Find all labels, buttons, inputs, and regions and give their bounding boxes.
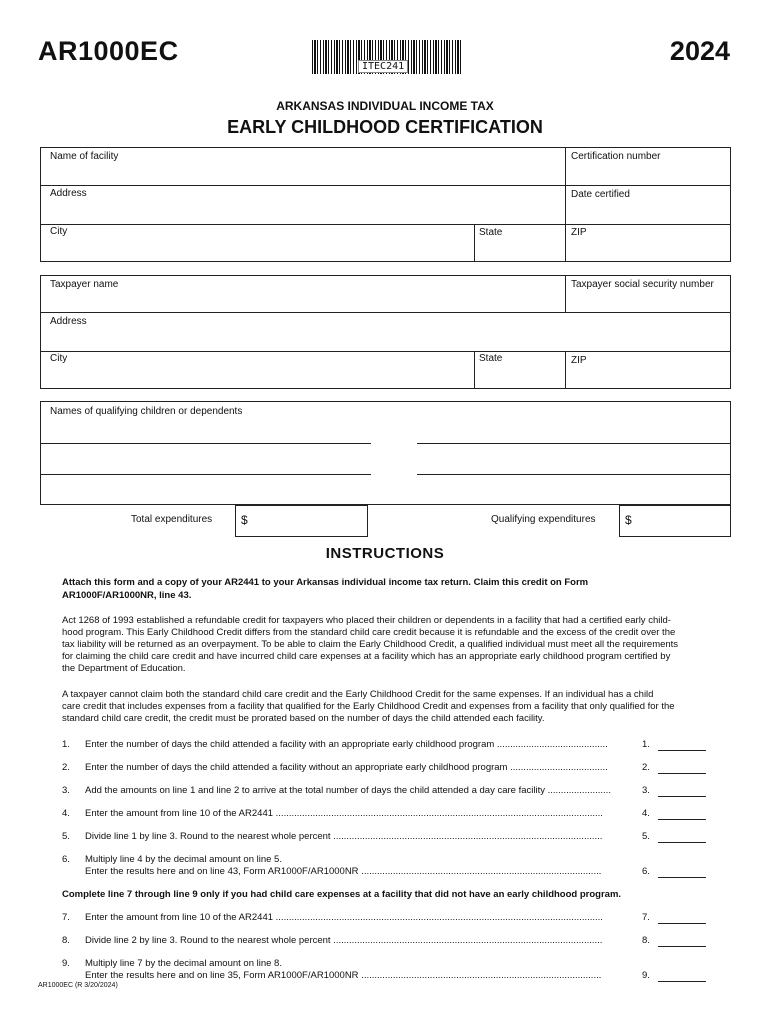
line-6 — [62, 854, 712, 880]
line-9-input[interactable] — [658, 970, 706, 982]
line-1 — [62, 739, 712, 752]
line-ref: 8. — [642, 935, 650, 946]
line-ref: 3. — [642, 785, 650, 796]
line-number: 1. — [62, 739, 70, 750]
dollar-sign: $ — [625, 513, 632, 527]
act-paragraph-line: Act 1268 of 1993 established a refundable credit for taxpayers who placed their children or dependents in a facility that had a certified early child- — [62, 615, 671, 626]
line-number: 5. — [62, 831, 70, 842]
line-7 — [62, 912, 712, 925]
line-5 — [62, 831, 712, 844]
qualifying-expenditures-field[interactable] — [619, 505, 731, 537]
line-text: Add the amounts on line 1 and line 2 to arrive at the total number of days the child attended a day care facility ........................ — [85, 785, 611, 796]
line-text: Multiply line 7 by the decimal amount on line 8. — [85, 958, 282, 969]
taxpayer-zip-field[interactable]: ZIP — [571, 355, 587, 366]
line-ref: 2. — [642, 762, 650, 773]
line-number: 7. — [62, 912, 70, 923]
taxpayer-address-field[interactable]: Address — [50, 316, 87, 327]
line-2 — [62, 762, 712, 775]
act-paragraph-line: the Department of Education. — [62, 663, 186, 674]
act-paragraph-line: for claiming the child care credit and have incurred child care expenses at a facility which has an appropriate early childhood program certified by — [62, 651, 671, 662]
children-names-label: Names of qualifying children or dependents — [50, 406, 243, 417]
line-text: Divide line 2 by line 3. Round to the nearest whole percent ...................................................................................................... — [85, 935, 603, 946]
line-number: 2. — [62, 762, 70, 773]
line-ref: 6. — [642, 866, 650, 877]
child-name-line-1[interactable] — [41, 443, 371, 444]
proration-paragraph-line: A taxpayer cannot claim both the standard child care credit and the Early Childhood Credit for the same expenses. If an individual has a child — [62, 689, 654, 700]
line-text: Multiply line 4 by the decimal amount on line 5. — [85, 854, 282, 865]
line-number: 9. — [62, 958, 70, 969]
line-ref: 4. — [642, 808, 650, 819]
tax-year: 2024 — [669, 36, 730, 66]
form-subtitle: ARKANSAS INDIVIDUAL INCOME TAX — [276, 99, 494, 113]
facility-city-field[interactable]: City — [50, 226, 68, 237]
total-expenditures-field[interactable] — [235, 505, 368, 537]
line-ref: 9. — [642, 970, 650, 981]
line-ref: 5. — [642, 831, 650, 842]
taxpayer-city-field[interactable]: City — [50, 353, 68, 364]
line-4-input[interactable] — [658, 808, 706, 820]
line-text: Enter the results here and on line 43, Form AR1000F/AR1000NR ........................................................................................... — [85, 866, 602, 877]
facility-zip-field[interactable]: ZIP — [571, 227, 587, 238]
act-paragraph-line: hood program. This Early Childhood Credit differs from the standard child care credit because it is refundable and the excess of the credit over the — [62, 627, 676, 638]
line-text: Enter the results here and on line 35, Form AR1000F/AR1000NR ........................................................................................... — [85, 970, 602, 981]
instructions-heading: INSTRUCTIONS — [325, 545, 445, 562]
line-text: Enter the number of days the child attended a facility with an appropriate early childhood program .......................................... — [85, 739, 608, 750]
barcode — [312, 40, 462, 76]
line-text: Enter the number of days the child attended a facility without an appropriate early childhood program ..................................... — [85, 762, 608, 773]
line-number: 8. — [62, 935, 70, 946]
line-3-input[interactable] — [658, 785, 706, 797]
line-4 — [62, 808, 712, 821]
line-text: Enter the amount from line 10 of the AR2441 ............................................................................................................................ — [85, 808, 603, 819]
line-5-input[interactable] — [658, 831, 706, 843]
line-ref: 1. — [642, 739, 650, 750]
taxpayer-ssn-field[interactable]: Taxpayer social security number — [571, 279, 714, 290]
line-2-input[interactable] — [658, 762, 706, 774]
line-ref: 7. — [642, 912, 650, 923]
children-section — [40, 401, 731, 505]
form-title: EARLY CHILDHOOD CERTIFICATION — [227, 117, 543, 137]
child-name-line-4[interactable] — [417, 474, 730, 475]
line-number: 4. — [62, 808, 70, 819]
facility-section — [40, 147, 731, 262]
line-7-input[interactable] — [658, 912, 706, 924]
date-certified-field[interactable]: Date certified — [571, 189, 630, 200]
facility-address-field[interactable]: Address — [50, 188, 87, 199]
attach-instruction-1: Attach this form and a copy of your AR2441 to your Arkansas individual income tax return. Claim this credit on Form — [62, 577, 589, 588]
line-number: 3. — [62, 785, 70, 796]
taxpayer-state-field[interactable]: State — [479, 353, 503, 364]
line-9 — [62, 958, 712, 984]
form-id: AR1000EC — [38, 36, 179, 66]
total-expenditures-label: Total expenditures — [131, 514, 213, 525]
line-1-input[interactable] — [658, 739, 706, 751]
form-revision: AR1000EC (R 3/20/2024) — [38, 982, 118, 989]
line-text: Divide line 1 by line 3. Round to the nearest whole percent ...................................................................................................... — [85, 831, 603, 842]
proration-paragraph-line: care credit that includes expenses from a facility that qualified for the Early Childhood Credit and expenses from a facility that only qualified for the — [62, 701, 675, 712]
taxpayer-section — [40, 275, 731, 389]
facility-state-field[interactable]: State — [479, 227, 503, 238]
line-6-input[interactable] — [658, 866, 706, 878]
proration-paragraph — [62, 689, 712, 725]
child-name-line-3[interactable] — [41, 474, 371, 475]
facility-name-field[interactable]: Name of facility — [50, 151, 119, 162]
line-3 — [62, 785, 712, 798]
line-8-input[interactable] — [658, 935, 706, 947]
act-paragraph — [62, 615, 712, 675]
act-paragraph-line: tax liability will be returned as an overpayment. To be able to claim the Early Childhood Credit, a qualified individual must meet all the requirements — [62, 639, 679, 650]
proration-paragraph-line: standard child care credit, the credit must be prorated based on the number of days the child attended each facility. — [62, 713, 545, 724]
certification-number-field[interactable]: Certification number — [571, 151, 661, 162]
qualifying-expenditures-label: Qualifying expenditures — [491, 514, 596, 525]
line-number: 6. — [62, 854, 70, 865]
dollar-sign: $ — [241, 513, 248, 527]
child-name-line-2[interactable] — [417, 443, 730, 444]
line-8 — [62, 935, 712, 948]
attach-instruction-2: AR1000F/AR1000NR, line 43. — [62, 590, 192, 601]
taxpayer-name-field[interactable]: Taxpayer name — [50, 279, 119, 290]
section-note: Complete line 7 through line 9 only if you had child care expenses at a facility that did not have an early childhood program. — [62, 889, 622, 900]
line-text: Enter the amount from line 10 of the AR2441 ............................................................................................................................ — [85, 912, 603, 923]
barcode-text: ITEC241 — [358, 60, 408, 73]
